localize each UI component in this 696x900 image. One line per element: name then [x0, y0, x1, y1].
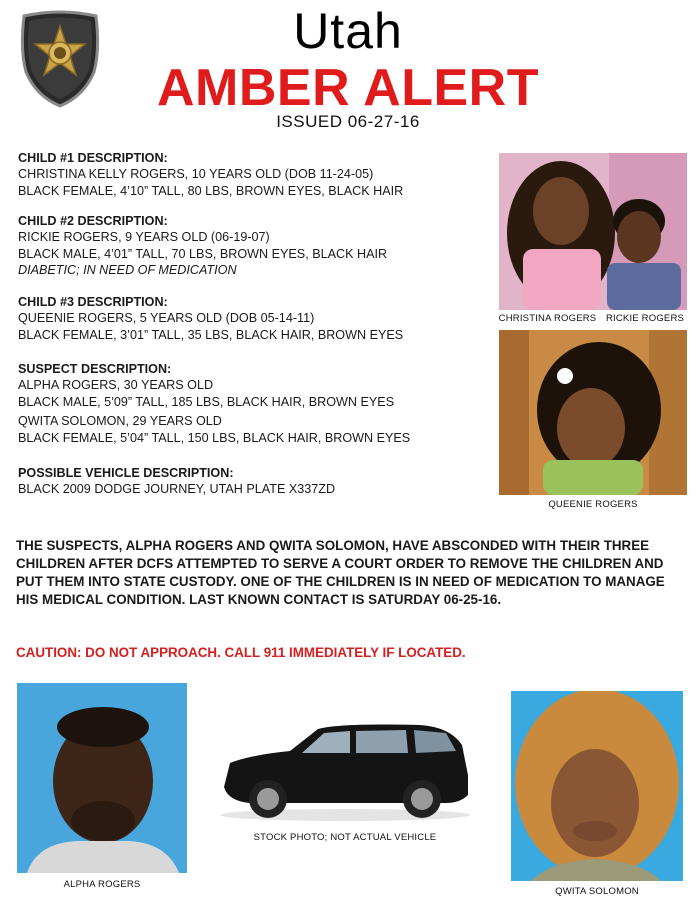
child1-line2: BLACK FEMALE, 4’10” TALL, 80 LBS, BROWN EYES, BLACK HAIR [18, 183, 404, 198]
vehicle-heading: POSSIBLE VEHICLE DESCRIPTION: [18, 466, 234, 480]
child1-description [18, 150, 488, 199]
narrative-text: THE SUSPECTS, ALPHA ROGERS AND QWITA SOLOMON, HAVE ABSCONDED WITH THEIR THREE CHILDREN AFTER DCFS ATTEMPTED TO SERVE A COURT ORDER TO REMOVE THE CHILDREN AND PUT THEM INTO STATE CUSTODY. ONE OF THE CHILDREN IS IN NEED OF MEDICATION TO MANAGE HIS MEDICAL CONDITION. LAST KNOWN CONTACT IS SATURDAY 06-25-16. [16, 538, 665, 607]
vehicle-description [18, 465, 488, 498]
qwita-solomon-photo [511, 691, 683, 881]
amber-alert-title: AMBER ALERT [157, 59, 539, 117]
caption-stock: STOCK PHOTO; NOT ACTUAL VEHICLE [253, 832, 437, 843]
alpha-rogers-photo [17, 683, 187, 873]
suspect-description [18, 361, 488, 446]
state-title: Utah [293, 3, 403, 59]
issued-date: ISSUED 06-27-16 [276, 112, 420, 131]
suspect-line1: ALPHA ROGERS, 30 YEARS OLD [18, 378, 214, 393]
child3-line2: BLACK FEMALE, 3’01” TALL, 35 LBS, BLACK HAIR, BROWN EYES [18, 327, 404, 342]
suspect-line2: BLACK MALE, 5’09” TALL, 185 LBS, BLACK HAIR, BROWN EYES [18, 394, 395, 409]
suspect-heading: SUSPECT DESCRIPTION: [18, 362, 172, 376]
suspect-line3: QWITA SOLOMON, 29 YEARS OLD [18, 414, 222, 429]
child2-line3: DIABETIC; IN NEED OF MEDICATION [18, 263, 237, 278]
queenie-photo [499, 330, 687, 495]
caption-queenie: QUEENIE ROGERS [548, 499, 638, 510]
caption-christina: CHRISTINA ROGERS [498, 313, 597, 324]
caption-rickie: RICKIE ROGERS [605, 313, 685, 324]
vehicle-stock-photo [210, 715, 480, 823]
vehicle-line1: BLACK 2009 DODGE JOURNEY, UTAH PLATE X337ZD [18, 482, 336, 497]
child2-line1: RICKIE ROGERS, 9 YEARS OLD (06-19-07) [18, 230, 270, 245]
suspect-line4: BLACK FEMALE, 5’04” TALL, 150 LBS, BLACK HAIR, BROWN EYES [18, 430, 411, 445]
child1-heading: CHILD #1 DESCRIPTION: [18, 151, 168, 165]
christina-rickie-photo [499, 153, 687, 310]
child1-line1: CHRISTINA KELLY ROGERS, 10 YEARS OLD (DOB 11-24-05) [18, 167, 374, 182]
child3-line1: QUEENIE ROGERS, 5 YEARS OLD (DOB 05-14-11) [18, 311, 315, 326]
child2-line2: BLACK MALE, 4’01” TALL, 70 LBS, BROWN EYES, BLACK HAIR [18, 246, 388, 261]
child2-description [18, 213, 488, 279]
child3-description [18, 294, 488, 343]
caption-alpha: ALPHA ROGERS [63, 879, 141, 890]
child2-heading: CHILD #2 DESCRIPTION: [18, 214, 168, 228]
caution-text: CAUTION: DO NOT APPROACH. CALL 911 IMMEDIATELY IF LOCATED. [16, 645, 466, 660]
caption-qwita: QWITA SOLOMON [555, 886, 639, 897]
child3-heading: CHILD #3 DESCRIPTION: [18, 295, 168, 309]
